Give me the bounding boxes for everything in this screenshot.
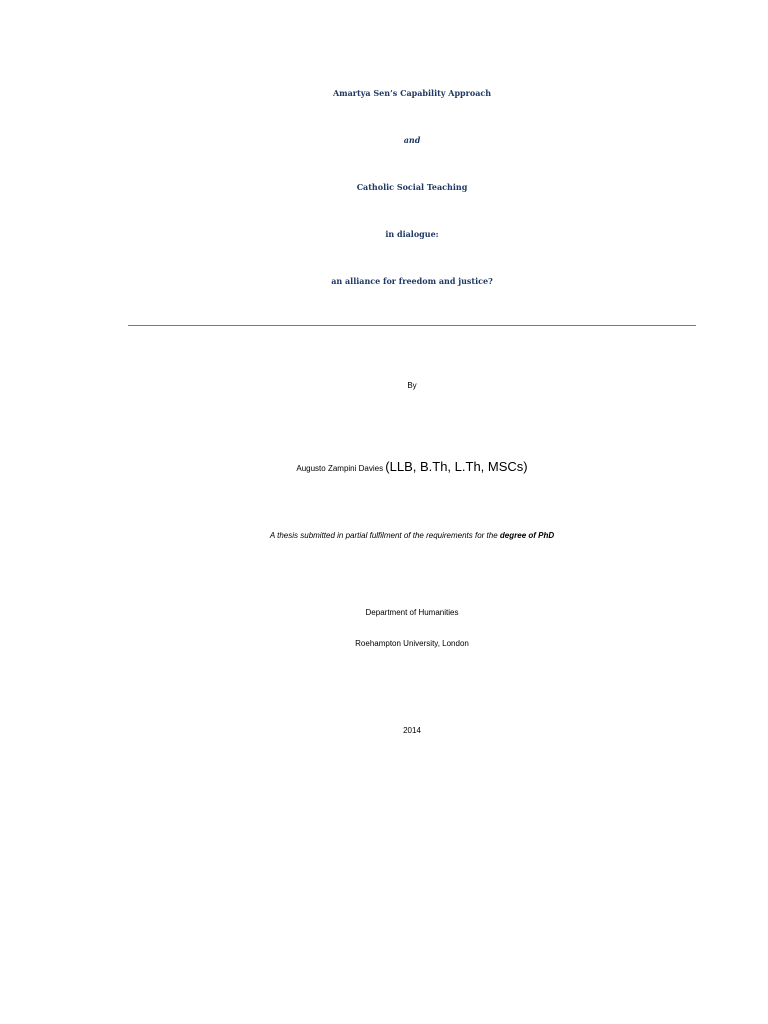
byline: By (407, 381, 417, 390)
department: Department of Humanities (365, 608, 459, 617)
university: Roehampton University, London (355, 639, 469, 648)
author-name: Augusto Zampini Davies (296, 464, 386, 473)
thesis-degree: degree of PhD (499, 531, 555, 540)
title-divider (128, 325, 696, 326)
thesis-statement-text: A thesis submitted in partial fulfilment of the requirements for the (269, 531, 500, 540)
title-line-3: Catholic Social Teaching (356, 182, 468, 192)
title-line-4: in dialogue: (385, 229, 439, 239)
thesis-statement (0, 531, 768, 540)
title-line-2: and (403, 135, 421, 145)
submission-year: 2014 (403, 726, 421, 735)
author-line (0, 459, 768, 474)
author-credentials: (LLB, B.Th, L.Th, MSCs) (385, 459, 528, 474)
title-line-5: an alliance for freedom and justice? (331, 276, 493, 286)
title-line-1: Amartya Sen’s Capability Approach (332, 88, 492, 98)
